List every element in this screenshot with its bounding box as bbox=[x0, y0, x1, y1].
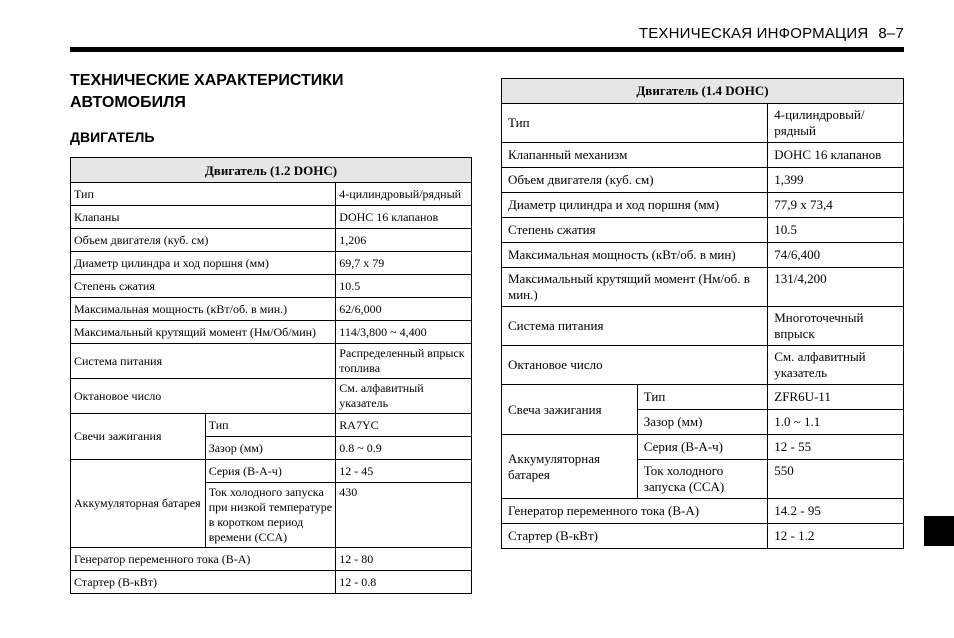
row-label: Генератор переменного тока (В-А) bbox=[502, 499, 768, 524]
table-row bbox=[71, 460, 472, 483]
row-label: Тип bbox=[205, 414, 336, 437]
row-label: Диаметр цилиндра и ход поршня (мм) bbox=[502, 193, 768, 218]
table-row bbox=[502, 385, 904, 410]
table-row bbox=[502, 346, 904, 385]
row-value: 1,399 bbox=[768, 168, 904, 193]
row-value: 12 - 55 bbox=[768, 435, 904, 460]
row-label: Зазор (мм) bbox=[205, 437, 336, 460]
row-value: 12 - 0.8 bbox=[336, 571, 472, 594]
row-value: 550 bbox=[768, 460, 904, 499]
row-value: См. алфавитный указатель bbox=[768, 346, 904, 385]
row-label: Максимальный крутящий момент (Нм/об. в мин.) bbox=[502, 268, 768, 307]
row-label: Система питания bbox=[71, 344, 336, 379]
table-row bbox=[71, 298, 472, 321]
table-row bbox=[502, 499, 904, 524]
row-value: 12 - 80 bbox=[336, 548, 472, 571]
page-header bbox=[639, 25, 904, 42]
subsection-title: ДВИГАТЕЛЬ bbox=[70, 129, 155, 145]
table-header-row bbox=[71, 158, 472, 183]
row-label: Максимальная мощность (кВт/об. в мин.) bbox=[71, 298, 336, 321]
row-value: 114/3,800 ~ 4,400 bbox=[336, 321, 472, 344]
row-label: Максимальный крутящий момент (Нм/Об/мин) bbox=[71, 321, 336, 344]
row-label: Степень сжатия bbox=[502, 218, 768, 243]
table-row bbox=[71, 344, 472, 379]
row-label: Стартер (В-кВт) bbox=[71, 571, 336, 594]
row-label: Клапаны bbox=[71, 206, 336, 229]
table-row bbox=[502, 193, 904, 218]
table-row bbox=[71, 548, 472, 571]
row-label: Система питания bbox=[502, 307, 768, 346]
engine-1-2-table bbox=[70, 157, 472, 594]
row-label: Серия (В-А-ч) bbox=[205, 460, 336, 483]
section-title bbox=[70, 70, 344, 114]
row-value: Распределенный впрыск топлива bbox=[336, 344, 472, 379]
table-row bbox=[71, 571, 472, 594]
row-value: DOHC 16 клапанов bbox=[768, 143, 904, 168]
page-number: 8–7 bbox=[878, 25, 904, 42]
engine-1-4-table bbox=[501, 78, 904, 549]
row-label: Стартер (В-кВт) bbox=[502, 524, 768, 549]
row-value: См. алфавитный указатель bbox=[336, 379, 472, 414]
row-value: 10.5 bbox=[336, 275, 472, 298]
row-value: ZFR6U-11 bbox=[768, 385, 904, 410]
row-value: Многоточечный впрыск bbox=[768, 307, 904, 346]
row-value: 10.5 bbox=[768, 218, 904, 243]
table-row bbox=[502, 104, 904, 143]
row-label: Серия (В-А-ч) bbox=[637, 435, 768, 460]
row-label: Тип bbox=[502, 104, 768, 143]
row-group-label: Свеча зажигания bbox=[502, 385, 638, 435]
table-row bbox=[502, 243, 904, 268]
row-value: 12 - 45 bbox=[336, 460, 472, 483]
row-value: 430 bbox=[336, 483, 472, 548]
table-title: Двигатель (1.4 DOHC) bbox=[502, 79, 904, 104]
row-label: Ток холодного запуска при низкой температуре в коротком период времени (CCA) bbox=[205, 483, 336, 548]
row-value: 77,9 x 73,4 bbox=[768, 193, 904, 218]
row-value: 4-цилиндровый/ рядный bbox=[768, 104, 904, 143]
row-value: 1.0 ~ 1.1 bbox=[768, 410, 904, 435]
row-value: 1,206 bbox=[336, 229, 472, 252]
chapter-tab-marker bbox=[924, 516, 954, 546]
row-value: 12 - 1.2 bbox=[768, 524, 904, 549]
row-value: 74/6,400 bbox=[768, 243, 904, 268]
row-label: Степень сжатия bbox=[71, 275, 336, 298]
table-row bbox=[502, 524, 904, 549]
table-title: Двигатель (1.2 DOHC) bbox=[71, 158, 472, 183]
row-label: Клапанный механизм bbox=[502, 143, 768, 168]
section-title-line-1: ТЕХНИЧЕСКИЕ ХАРАКТЕРИСТИКИ bbox=[70, 72, 344, 89]
table-header-row bbox=[502, 79, 904, 104]
row-value: 69,7 x 79 bbox=[336, 252, 472, 275]
table-row bbox=[502, 435, 904, 460]
row-value: DOHC 16 клапанов bbox=[336, 206, 472, 229]
row-label: Генератор переменного тока (В-А) bbox=[71, 548, 336, 571]
row-group-label: Аккумуляторная батарея bbox=[502, 435, 638, 499]
table-row bbox=[71, 275, 472, 298]
row-value: 0.8 ~ 0.9 bbox=[336, 437, 472, 460]
row-label: Диаметр цилиндра и ход поршня (мм) bbox=[71, 252, 336, 275]
table-row bbox=[71, 414, 472, 437]
table-row bbox=[71, 229, 472, 252]
row-value: 62/6,000 bbox=[336, 298, 472, 321]
row-label: Октановое число bbox=[502, 346, 768, 385]
row-label: Тип bbox=[71, 183, 336, 206]
table-row bbox=[71, 379, 472, 414]
header-section-title: ТЕХНИЧЕСКАЯ ИНФОРМАЦИЯ bbox=[638, 25, 869, 42]
row-label: Тип bbox=[637, 385, 768, 410]
row-label: Зазор (мм) bbox=[637, 410, 768, 435]
table-row bbox=[71, 321, 472, 344]
header-rule bbox=[70, 47, 904, 52]
section-title-line-2: АВТОМОБИЛЯ bbox=[70, 94, 186, 111]
table-row bbox=[502, 218, 904, 243]
row-value: 4-цилиндровый/рядный bbox=[336, 183, 472, 206]
row-value: 14.2 - 95 bbox=[768, 499, 904, 524]
table-row bbox=[71, 183, 472, 206]
row-group-label: Аккумуляторная батарея bbox=[71, 460, 206, 548]
row-group-label: Свечи зажигания bbox=[71, 414, 206, 460]
row-label: Максимальная мощность (кВт/об. в мин) bbox=[502, 243, 768, 268]
row-label: Ток холодного запуска (CCA) bbox=[637, 460, 768, 499]
table-row bbox=[502, 268, 904, 307]
row-value: 131/4,200 bbox=[768, 268, 904, 307]
row-label: Объем двигателя (куб. см) bbox=[502, 168, 768, 193]
table-row bbox=[502, 143, 904, 168]
row-label: Объем двигателя (куб. см) bbox=[71, 229, 336, 252]
row-value: RA7YC bbox=[336, 414, 472, 437]
table-row bbox=[502, 307, 904, 346]
table-row bbox=[71, 206, 472, 229]
table-row bbox=[71, 252, 472, 275]
row-label: Октановое число bbox=[71, 379, 336, 414]
table-row bbox=[502, 168, 904, 193]
